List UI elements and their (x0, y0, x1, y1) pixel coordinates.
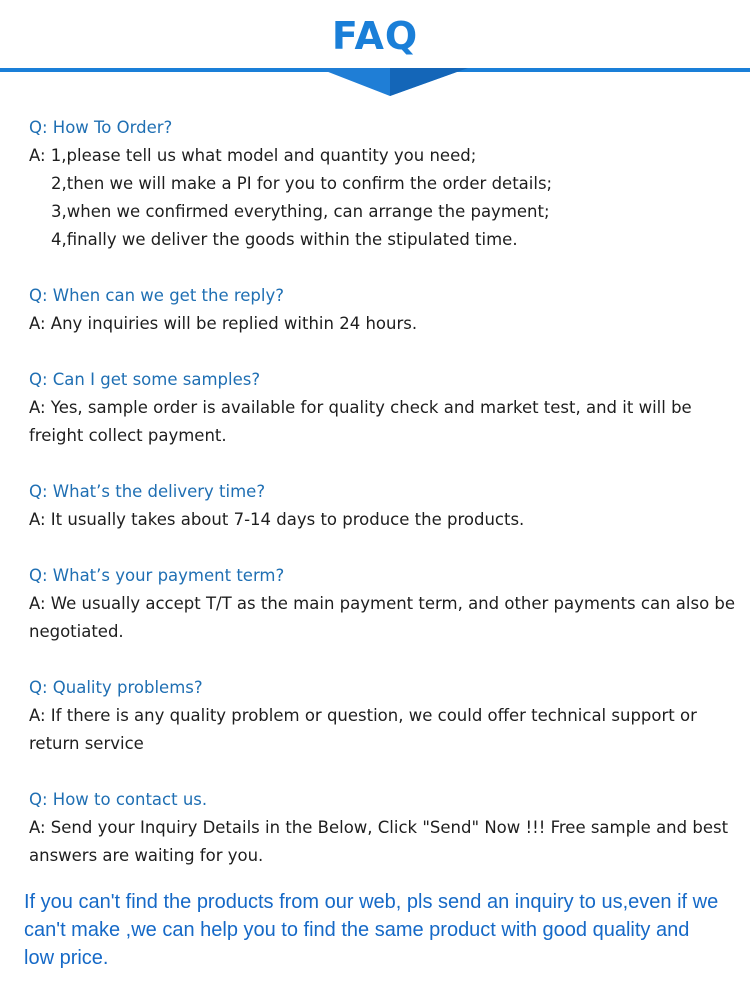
answer-line: 4,finally we deliver the goods within the stipulated time. (51, 230, 518, 249)
faq-item-payment-term (29, 562, 739, 646)
faq-list (29, 114, 739, 898)
faq-answer: A: We usually accept T/T as the main payment term, and other payments can also be negotiated. (29, 594, 736, 641)
faq-answer: A: It usually takes about 7-14 days to produce the products. (29, 510, 525, 529)
faq-question: Q: Quality problems? (29, 678, 203, 697)
faq-question: Q: How to contact us. (29, 790, 208, 809)
faq-item-delivery-time (29, 478, 739, 534)
faq-answer: A: Any inquiries will be replied within 24 hours. (29, 314, 418, 333)
faq-question: Q: What’s the delivery time? (29, 482, 266, 501)
faq-header (0, 0, 750, 100)
faq-answer: A: Yes, sample order is available for quality check and market test, and it will be freight collect payment. (29, 398, 692, 445)
inquiry-note: If you can't find the products from our web, pls send an inquiry to us,even if we can't make ,we can help you to find the same product with good quality and low price. (24, 891, 719, 969)
page-title: FAQ (331, 14, 419, 58)
faq-item-samples (29, 366, 739, 450)
answer-line: A: 1,please tell us what model and quantity you need; (29, 146, 477, 165)
faq-question: Q: When can we get the reply? (29, 286, 285, 305)
faq-answer: A: Send your Inquiry Details in the Below, Click "Send" Now !!! Free sample and best answers are waiting for you. (29, 818, 729, 865)
answer-line: 3,when we confirmed everything, can arrange the payment; (51, 202, 550, 221)
faq-question: Q: Can I get some samples? (29, 370, 261, 389)
faq-item-contact (29, 786, 739, 870)
faq-question: Q: How To Order? (29, 118, 173, 137)
faq-item-how-to-order (29, 114, 739, 254)
faq-answer: A: If there is any quality problem or question, we could offer technical support or return service (29, 706, 697, 753)
answer-line: 2,then we will make a PI for you to confirm the order details; (51, 174, 553, 193)
faq-answer (29, 142, 739, 254)
faq-question: Q: What’s your payment term? (29, 566, 285, 585)
faq-item-reply-time (29, 282, 739, 338)
faq-item-quality-problems (29, 674, 739, 758)
